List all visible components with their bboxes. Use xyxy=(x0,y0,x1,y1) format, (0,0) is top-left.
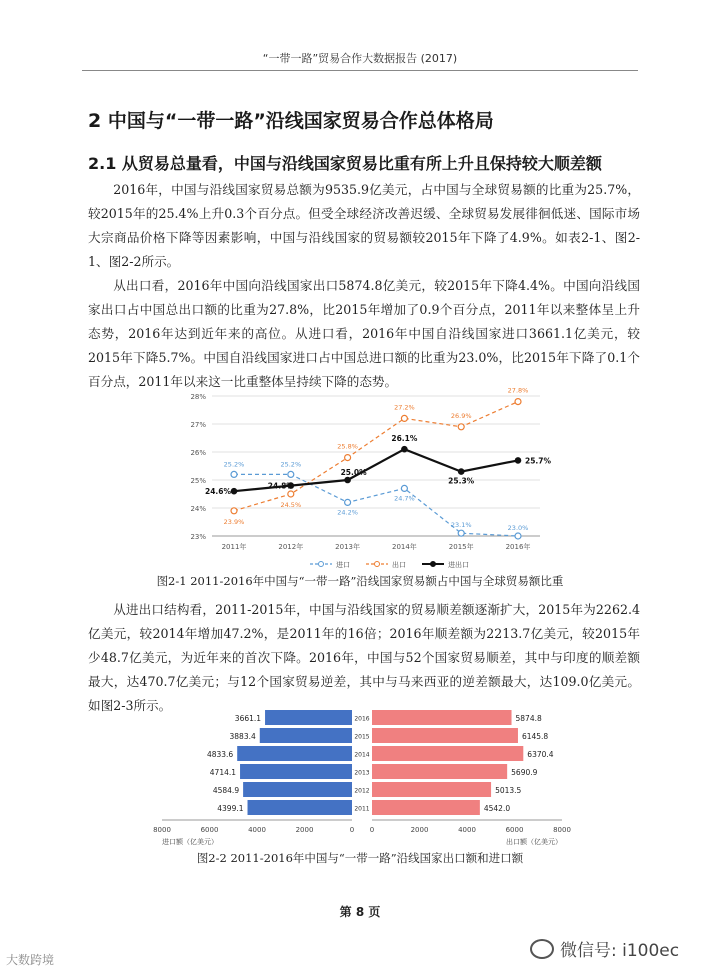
line-point xyxy=(401,415,407,421)
line-chart-legend xyxy=(310,560,469,569)
export-axis-title: 出口额（亿美元） xyxy=(506,838,562,846)
line-data-label: 25.7% xyxy=(524,456,552,466)
export-value-label: 5690.9 xyxy=(511,768,538,777)
bar-chart-bars xyxy=(234,710,523,815)
import-value-label: 3661.1 xyxy=(234,714,262,723)
import-bar xyxy=(237,746,352,761)
import-value-label: 4714.1 xyxy=(209,768,237,777)
year-label: 2011 xyxy=(354,805,370,813)
line-point xyxy=(458,468,465,475)
figure-caption-1: 图2-1 2011-2016年中国与“一带一路”沿线国家贸易额占中国与全球贸易额比重 xyxy=(156,574,564,588)
running-header: “一带一路”贸易合作大数据报告 (2017) xyxy=(262,52,458,65)
legend-label: 出口 xyxy=(392,561,406,569)
export-value-label: 5013.5 xyxy=(495,786,522,795)
export-axis-tick: 6000 xyxy=(505,826,524,834)
export-axis-tick: 4000 xyxy=(458,826,476,834)
line-data-label: 26.9% xyxy=(450,411,472,420)
line-data-label: 24.5% xyxy=(280,501,302,509)
line-data-label: 24.7% xyxy=(394,494,415,503)
legend-swatch-marker xyxy=(431,562,436,567)
import-bar xyxy=(243,782,352,797)
figure-caption-2: 图2-2 2011-2016年中国与“一带一路”沿线国家出口额和进口额 xyxy=(196,851,524,865)
line-chart-x-tick: 2014年 xyxy=(391,543,417,551)
export-bar xyxy=(372,728,518,743)
line-chart-data-labels xyxy=(205,387,552,532)
wechat-id-text: 微信号: i100ec xyxy=(560,941,680,961)
line-chart-x-tick: 2013年 xyxy=(335,543,361,551)
line-chart-y-tick: 25% xyxy=(190,477,206,485)
import-value-label: 4584.9 xyxy=(212,786,240,795)
line-chart-y-tick: 23% xyxy=(190,533,206,541)
export-value-label: 6145.8 xyxy=(521,732,549,741)
export-axis-tick: 8000 xyxy=(553,826,571,834)
import-axis-tick: 6000 xyxy=(200,826,219,834)
subsection-title: 2.1 从贸易总量看，中国与沿线国家贸易比重有所上升且保持较大顺差额 xyxy=(88,154,602,173)
line-data-label: 25.3% xyxy=(448,476,475,486)
import-bar xyxy=(265,710,352,725)
year-label: 2013 xyxy=(354,769,370,777)
export-bar xyxy=(372,782,491,797)
import-value-label: 4399.1 xyxy=(217,804,244,813)
line-point xyxy=(288,471,294,477)
export-bar xyxy=(372,800,480,815)
line-point xyxy=(401,485,407,491)
footer-source-mark: 大数跨境 xyxy=(6,953,55,967)
import-axis-tick: 8000 xyxy=(153,826,171,834)
paragraph-3: 从进出口结构看，2011-2015年，中国与沿线国家的贸易顺差额逐渐扩大，2015年为2262.4亿美元，较2014年增加47.2%，是2011年的16倍；2016年顺差额为2213.7亿美元，较2015年少48.7亿美元，为近年来的首次下降。2016年，中国与52个国家贸易顺差，其中与印度的顺差额最大，达470.7亿美元；与12个国家贸易逆差，其中与马来西亚的逆差额最大，达109.0亿美元。如图2-3所示。 xyxy=(88,602,640,713)
line-point xyxy=(458,424,464,430)
line-data-label: 24.8% xyxy=(267,481,294,491)
line-point xyxy=(231,488,238,495)
line-data-label: 26.1% xyxy=(391,434,418,444)
line-data-label: 23.1% xyxy=(450,521,472,530)
year-label: 2014 xyxy=(354,751,370,759)
line-point xyxy=(288,491,294,497)
year-label: 2015 xyxy=(354,733,370,741)
import-bar xyxy=(240,764,352,779)
line-point xyxy=(401,446,408,453)
butterfly-bar-chart xyxy=(0,708,720,848)
line-chart-y-tick: 26% xyxy=(190,449,206,457)
line-point xyxy=(231,471,237,477)
line-data-label: 27.2% xyxy=(394,403,415,412)
line-chart-y-tick: 28% xyxy=(190,393,206,401)
line-chart-x-tick: 2011年 xyxy=(221,543,247,551)
export-bar xyxy=(372,746,523,761)
import-bar xyxy=(248,800,352,815)
line-data-label: 25.2% xyxy=(223,460,245,469)
year-label: 2016 xyxy=(354,715,370,723)
import-value-label: 3883.4 xyxy=(229,732,256,741)
line-data-label: 25.0% xyxy=(340,468,367,477)
line-series-出口 xyxy=(234,402,518,511)
export-value-label: 4542.0 xyxy=(483,804,511,813)
section-title: 2 中国与“一带一路”沿线国家贸易合作总体格局 xyxy=(88,110,494,132)
import-value-label: 4833.6 xyxy=(206,750,234,759)
export-value-label: 6370.4 xyxy=(527,750,554,759)
line-data-label: 25.8% xyxy=(337,442,358,451)
legend-label: 进出口 xyxy=(448,561,469,569)
line-point xyxy=(344,477,351,484)
export-axis-tick: 2000 xyxy=(410,826,429,834)
line-point xyxy=(345,499,351,505)
line-data-label: 27.8% xyxy=(507,386,529,395)
paragraph-2: 从出口看，2016年中国向沿线国家出口5874.8亿美元，较2015年下降4.4%。中国向沿线国家出口占中国总出口额的比重为27.8%，比2015年增加了0.9个百分点，2011年以来整体呈上升态势，2016年达到近年来的高位。从进口看，2016年中国自沿线国家进口3661.1亿美元，较2015年下降5.7%。中国自沿线国家进口占中国总进口额的比重为23.0%，比2015年下降了0.1个百分点，2011年以来这一比重整体呈持续下降的态势。 xyxy=(88,278,640,389)
page-number: 第 8 页 xyxy=(339,905,381,919)
line-chart xyxy=(0,378,720,578)
line-point xyxy=(515,533,521,539)
export-value-label: 5874.8 xyxy=(515,714,542,723)
legend-label: 进口 xyxy=(336,561,350,569)
legend-swatch-marker xyxy=(375,562,380,567)
line-chart-x-tick: 2015年 xyxy=(448,543,474,551)
line-point xyxy=(231,508,237,514)
line-data-label: 23.9% xyxy=(223,517,245,526)
year-label: 2012 xyxy=(354,787,370,795)
export-bar xyxy=(372,764,507,779)
line-chart-series xyxy=(231,399,522,539)
bar-chart-axis xyxy=(153,820,571,846)
line-chart-x-tick: 2012年 xyxy=(278,543,304,551)
line-data-label: 24.2% xyxy=(337,508,358,517)
line-data-label: 25.2% xyxy=(280,460,302,469)
import-bar xyxy=(260,728,352,743)
wechat-id xyxy=(530,936,679,961)
import-axis-title: 进口额（亿美元） xyxy=(162,838,218,846)
import-axis-tick: 4000 xyxy=(248,826,266,834)
line-chart-x-tick: 2016年 xyxy=(505,543,531,551)
line-data-label: 23.0% xyxy=(507,524,529,532)
import-axis-tick: 2000 xyxy=(295,826,314,834)
paragraph-1: 2016年，中国与沿线国家贸易总额为9535.9亿美元，占中国与全球贸易额的比重为25.7%，较2015年的25.4%上升0.3个百分点。但受全球经济改善迟缓、全球贸易发展徘徊低迷、国际市场大宗商品价格下降等因素影响，中国与沿线国家的贸易额较2015年下降了4.9%。如表2-1、图2-1、图2-2所示。 xyxy=(88,182,640,269)
line-chart-y-tick: 24% xyxy=(190,505,206,513)
line-chart-y-tick: 27% xyxy=(190,421,206,429)
line-point xyxy=(515,457,522,464)
line-data-label: 24.6% xyxy=(204,487,232,497)
header-rule xyxy=(82,70,638,71)
line-point xyxy=(345,455,351,461)
import-axis-tick: 0 xyxy=(349,826,355,834)
export-axis-tick: 0 xyxy=(369,826,375,834)
export-bar xyxy=(372,710,512,725)
wechat-icon xyxy=(530,939,554,959)
line-point xyxy=(515,399,521,405)
legend-swatch-marker xyxy=(319,562,324,567)
line-point xyxy=(458,530,464,536)
